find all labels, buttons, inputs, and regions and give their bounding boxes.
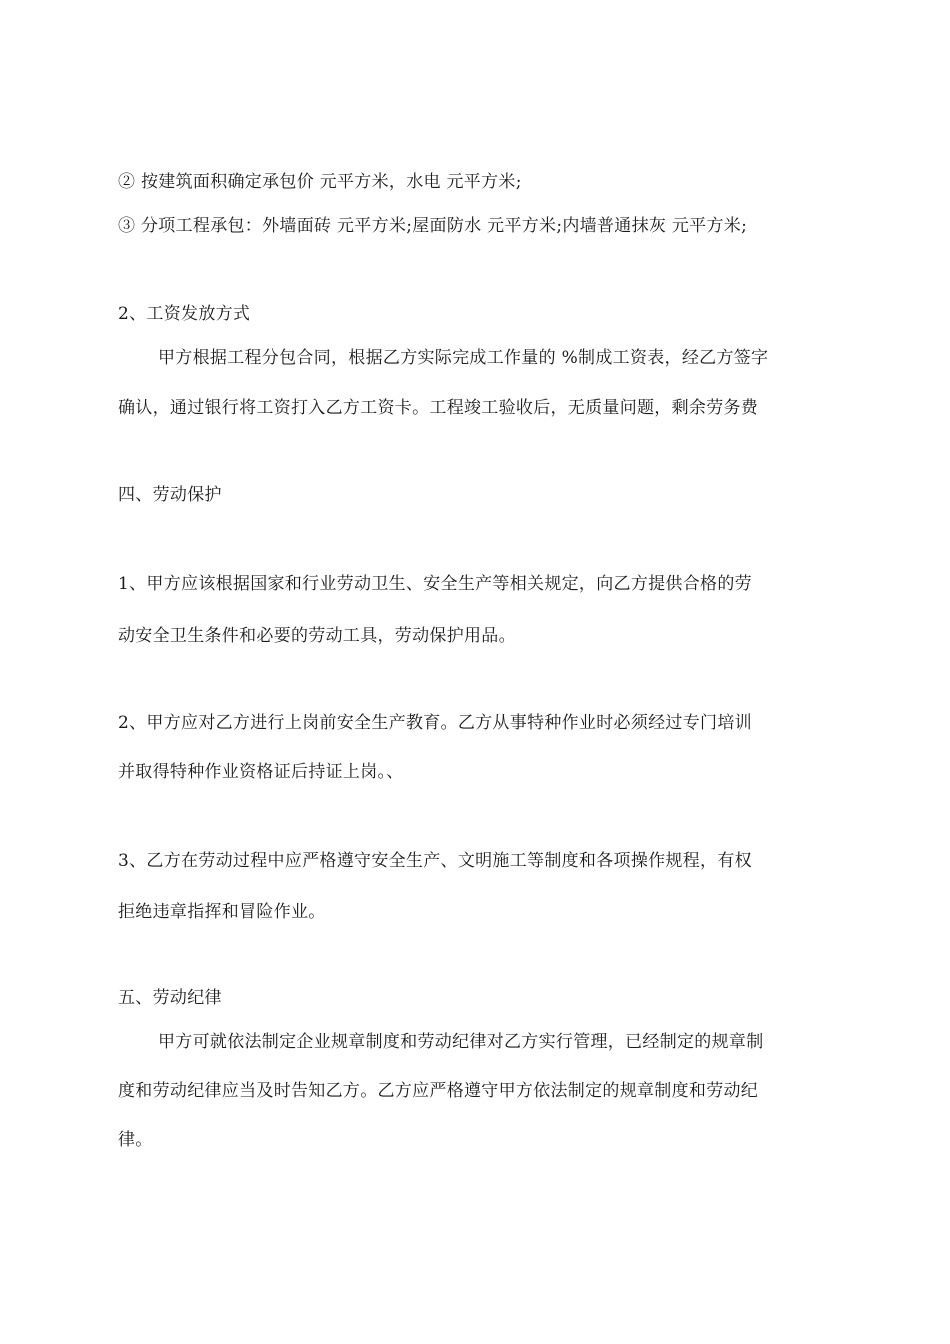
pricing-item-3: ③ 分项工程承包：外墙面砖 元平方米;屋面防水 元平方米;内墙普通抹灰 元平方米;	[118, 216, 748, 236]
section-4-item-1-line: 1、甲方应该根据国家和行业劳动卫生、安全生产等相关规定，向乙方提供合格的劳	[118, 574, 752, 594]
section-4-item-3-line: 拒绝违章指挥和冒险作业。	[118, 902, 326, 922]
section-4-item-2-line: 2、甲方应对乙方进行上岗前安全生产教育。乙方从事特种作业时必须经过专门培训	[118, 713, 752, 733]
section-5-heading: 五、劳动纪律	[118, 988, 222, 1008]
section-5-paragraph-line: 律。	[118, 1130, 153, 1150]
wages-heading: 2、工资发放方式	[118, 304, 251, 324]
section-4-item-2-line: 并取得特种作业资格证后持证上岗。、	[118, 762, 404, 782]
section-4-heading: 四、劳动保护	[118, 485, 222, 505]
section-4-item-1-line: 动安全卫生条件和必要的劳动工具，劳动保护用品。	[118, 626, 516, 646]
wages-paragraph-line: 甲方根据工程分包合同，根据乙方实际完成工作量的 %制成工资表，经乙方签字	[158, 348, 769, 368]
pricing-item-2: ② 按建筑面积确定承包价 元平方米，水电 元平方米;	[118, 172, 522, 192]
section-4-item-3-line: 3、乙方在劳动过程中应严格遵守安全生产、文明施工等制度和各项操作规程，有权	[118, 851, 752, 871]
section-5-paragraph-line: 甲方可就依法制定企业规章制度和劳动纪律对乙方实行管理，已经制定的规章制	[158, 1032, 764, 1052]
wages-paragraph-line: 确认，通过银行将工资打入乙方工资卡。工程竣工验收后，无质量问题，剩余劳务费	[118, 398, 759, 418]
section-5-paragraph-line: 度和劳动纪律应当及时告知乙方。乙方应严格遵守甲方依法制定的规章制度和劳动纪	[118, 1081, 759, 1101]
